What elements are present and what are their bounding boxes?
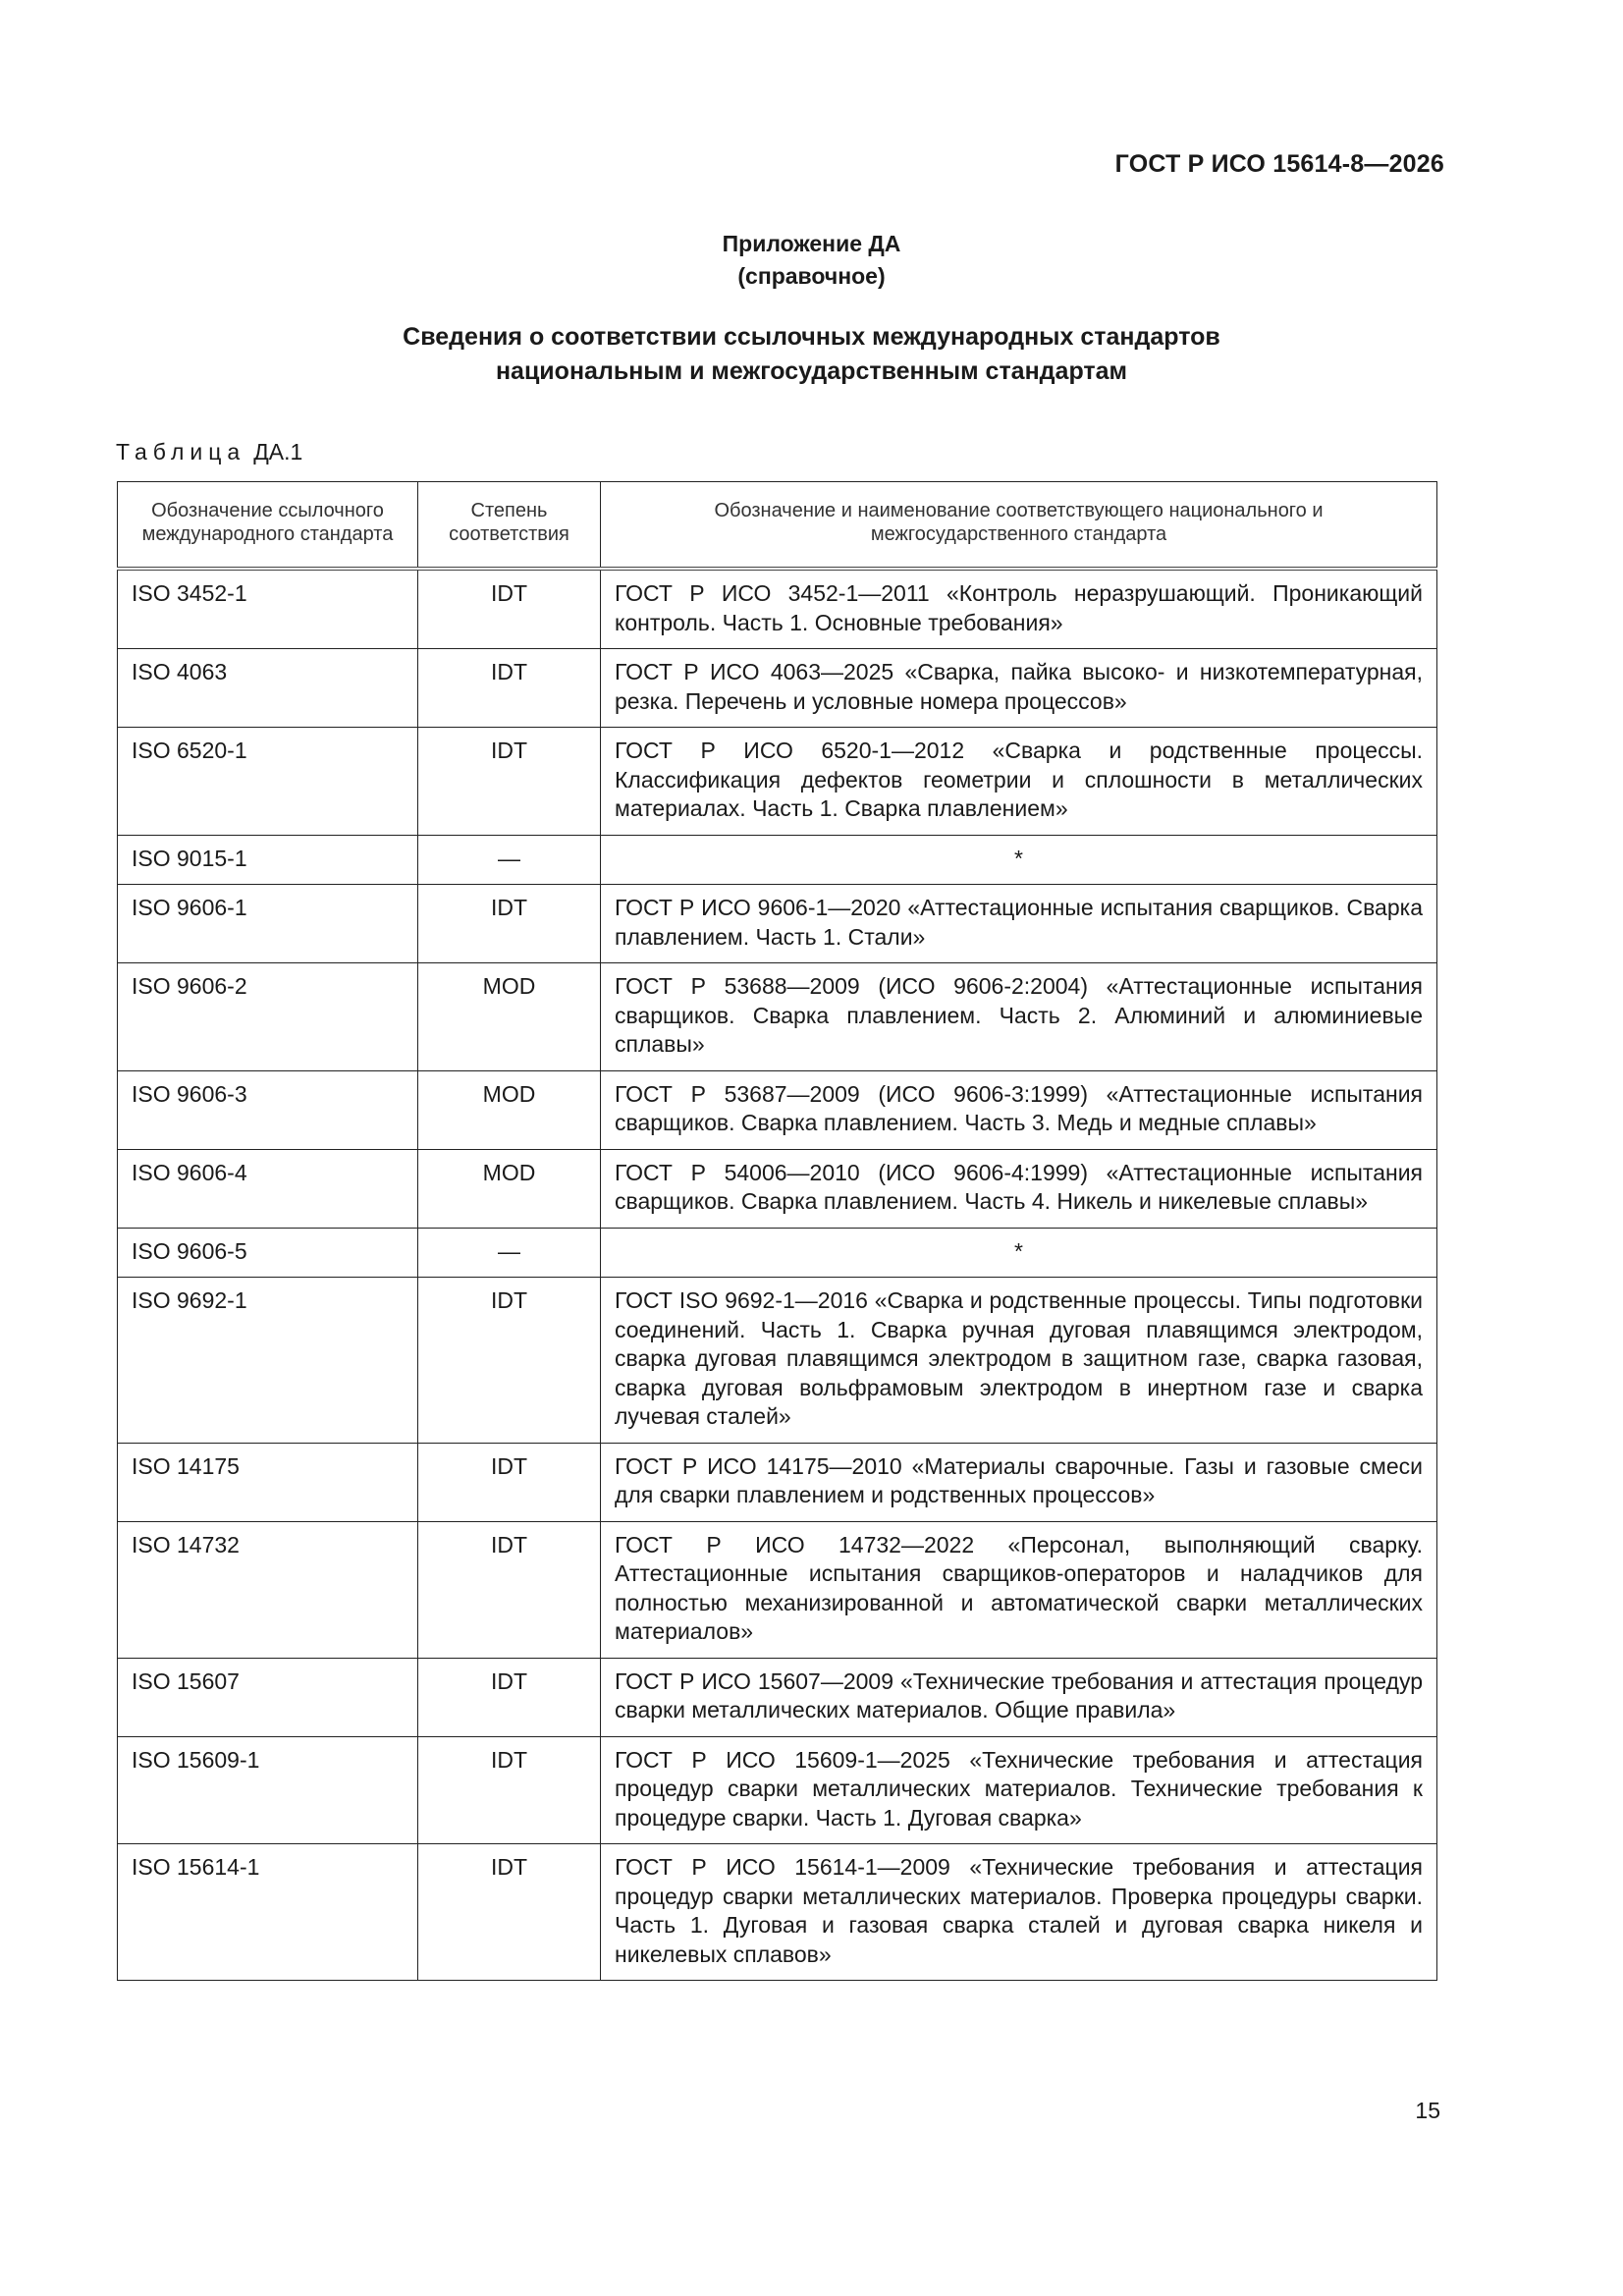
cell-degree: IDT <box>418 1736 601 1844</box>
annex-title-line-1: Сведения о соответствии ссылочных международных стандартов <box>403 323 1220 351</box>
cell-national-standard: ГОСТ Р 53688—2009 (ИСО 9606-2:2004) «Аттестационные испытания сварщиков. Сварка плавлением. Часть 2. Алюминий и алюминиевые сплавы» <box>601 963 1437 1071</box>
cell-iso-designation: ISO 9606-3 <box>118 1070 418 1149</box>
table-row <box>118 1658 1437 1736</box>
table-header-row <box>118 482 1437 570</box>
table-row <box>118 728 1437 836</box>
table-row <box>118 1521 1437 1658</box>
cell-national-standard: ГОСТ Р ИСО 15609-1—2025 «Технические требования и аттестация процедур сварки металлических материалов. Технические требования к процедуре сварки. Часть 1. Дуговая сварка» <box>601 1736 1437 1844</box>
cell-national-standard: * <box>601 835 1437 885</box>
header-national: Обозначение и наименование соответствующего национального и межгосударственного стандарта <box>601 482 1437 570</box>
cell-iso-designation: ISO 9606-2 <box>118 963 418 1071</box>
cell-iso-designation: ISO 9606-5 <box>118 1228 418 1278</box>
table-caption-word: Таблица <box>116 439 246 465</box>
cell-degree: IDT <box>418 728 601 836</box>
cell-iso-designation: ISO 9606-1 <box>118 885 418 963</box>
table-row <box>118 649 1437 728</box>
annex-title <box>0 320 1623 389</box>
cell-iso-designation: ISO 6520-1 <box>118 728 418 836</box>
table-caption <box>116 439 302 465</box>
table-row <box>118 885 1437 963</box>
annex-label: Приложение ДА <box>722 231 901 256</box>
cell-degree: IDT <box>418 1521 601 1658</box>
table-row <box>118 1278 1437 1444</box>
cell-iso-designation: ISO 4063 <box>118 649 418 728</box>
cell-degree: MOD <box>418 963 601 1071</box>
table-body <box>118 569 1437 1981</box>
cell-national-standard: ГОСТ Р 54006—2010 (ИСО 9606-4:1999) «Аттестационные испытания сварщиков. Сварка плавлением. Часть 4. Никель и никелевые сплавы» <box>601 1149 1437 1228</box>
cell-iso-designation: ISO 14175 <box>118 1443 418 1521</box>
cell-national-standard: ГОСТ Р ИСО 3452-1—2011 «Контроль неразрушающий. Проникающий контроль. Часть 1. Основные требования» <box>601 569 1437 649</box>
table-row <box>118 569 1437 649</box>
table-row <box>118 1070 1437 1149</box>
cell-national-standard: ГОСТ Р ИСО 4063—2025 «Сварка, пайка высоко- и низкотемпературная, резка. Перечень и условные номера процессов» <box>601 649 1437 728</box>
cell-iso-designation: ISO 15607 <box>118 1658 418 1736</box>
cell-iso-designation: ISO 15609-1 <box>118 1736 418 1844</box>
cell-national-standard: * <box>601 1228 1437 1278</box>
cell-degree: — <box>418 835 601 885</box>
annex-title-line-2: национальным и межгосударственным стандартам <box>495 357 1128 385</box>
header-designation: Обозначение ссылочного международного стандарта <box>118 482 418 570</box>
cell-iso-designation: ISO 9606-4 <box>118 1149 418 1228</box>
cell-iso-designation: ISO 15614-1 <box>118 1844 418 1981</box>
table-row <box>118 835 1437 885</box>
cell-national-standard: ГОСТ Р ИСО 6520-1—2012 «Сварка и родственные процессы. Классификация дефектов геометрии и сплошности в металлических материалах. Часть 1. Сварка плавлением» <box>601 728 1437 836</box>
table-row <box>118 1228 1437 1278</box>
cell-iso-designation: ISO 9692-1 <box>118 1278 418 1444</box>
cell-degree: — <box>418 1228 601 1278</box>
reference-standards-table <box>117 481 1437 1981</box>
table-row <box>118 1736 1437 1844</box>
cell-iso-designation: ISO 9015-1 <box>118 835 418 885</box>
cell-degree: IDT <box>418 1844 601 1981</box>
cell-national-standard: ГОСТ Р ИСО 15607—2009 «Технические требования и аттестация процедур сварки металлических материалов. Общие правила» <box>601 1658 1437 1736</box>
page-number: 15 <box>1415 2098 1440 2123</box>
table-row <box>118 1149 1437 1228</box>
table-row <box>118 963 1437 1071</box>
table-caption-number: ДА.1 <box>253 439 303 465</box>
cell-iso-designation: ISO 14732 <box>118 1521 418 1658</box>
cell-degree: IDT <box>418 569 601 649</box>
document-code: ГОСТ Р ИСО 15614-8—2026 <box>1114 150 1444 178</box>
cell-national-standard: ГОСТ Р ИСО 9606-1—2020 «Аттестационные испытания сварщиков. Сварка плавлением. Часть 1. Стали» <box>601 885 1437 963</box>
cell-national-standard: ГОСТ ISO 9692-1—2016 «Сварка и родственные процессы. Типы подготовки соединений. Часть 1. Сварка ручная дуговая плавящимся электродом, сварка дуговая плавящимся электродом в защитном газе, сварка газовая, сварка дуговая вольфрамовым электродом в инертном газе и сварка лучевая сталей» <box>601 1278 1437 1444</box>
annex-type: (справочное) <box>737 263 886 289</box>
table-row <box>118 1844 1437 1981</box>
annex-heading <box>0 228 1623 293</box>
table-row <box>118 1443 1437 1521</box>
cell-degree: IDT <box>418 885 601 963</box>
header-degree: Степень соответствия <box>418 482 601 570</box>
cell-national-standard: ГОСТ Р ИСО 14732—2022 «Персонал, выполняющий сварку. Аттестационные испытания сварщиков-операторов и наладчиков для полностью механизированной и автоматической сварки металлических материалов» <box>601 1521 1437 1658</box>
cell-degree: IDT <box>418 1278 601 1444</box>
cell-iso-designation: ISO 3452-1 <box>118 569 418 649</box>
cell-degree: MOD <box>418 1070 601 1149</box>
cell-national-standard: ГОСТ Р ИСО 14175—2010 «Материалы сварочные. Газы и газовые смеси для сварки плавлением и родственных процессов» <box>601 1443 1437 1521</box>
cell-degree: MOD <box>418 1149 601 1228</box>
cell-degree: IDT <box>418 1443 601 1521</box>
cell-degree: IDT <box>418 649 601 728</box>
cell-degree: IDT <box>418 1658 601 1736</box>
cell-national-standard: ГОСТ Р 53687—2009 (ИСО 9606-3:1999) «Аттестационные испытания сварщиков. Сварка плавлением. Часть 3. Медь и медные сплавы» <box>601 1070 1437 1149</box>
cell-national-standard: ГОСТ Р ИСО 15614-1—2009 «Технические требования и аттестация процедур сварки металлических материалов. Проверка процедуры сварки. Часть 1. Дуговая и газовая сварка сталей и дуговая сварка никеля и никелевых сплавов» <box>601 1844 1437 1981</box>
